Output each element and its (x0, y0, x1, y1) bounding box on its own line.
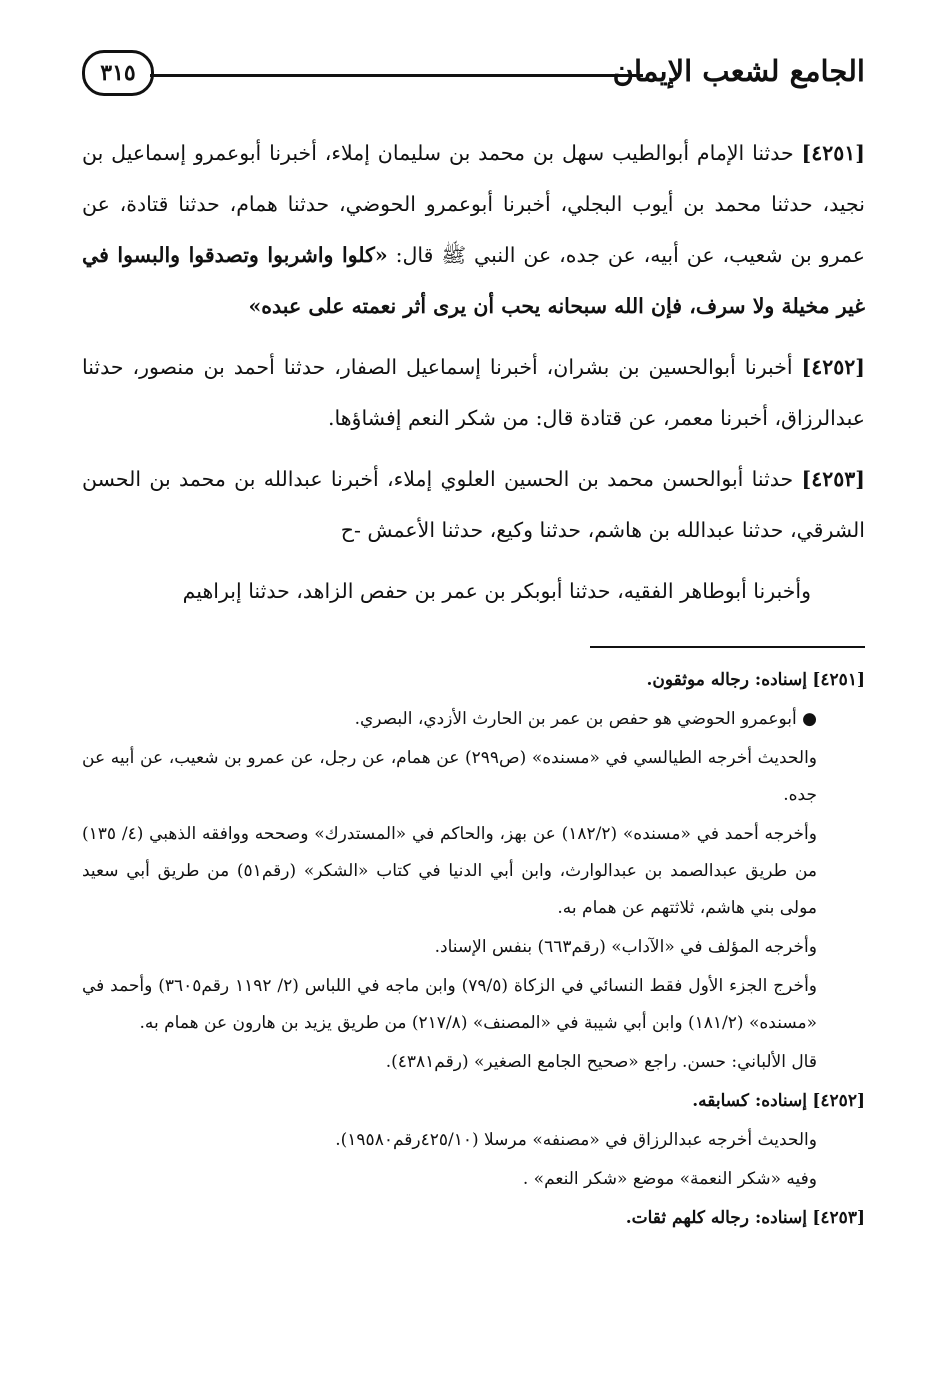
footnote-line: والحديث أخرجه الطيالسي في «مسنده» (ص٢٩٩) عن همام، عن رجل، عن عمرو بن شعيب، عن أبيه عن جده. (82, 748, 818, 805)
hadith-quote: «كلوا واشربوا وتصدقوا والبسوا في غير مخيلة ولا سرف، فإن الله سبحانه يحب أن يرى أثر نعمته على عبده» (82, 243, 865, 318)
footnotes (82, 662, 865, 1239)
footnote-4251-head (82, 662, 865, 699)
hadith-text: حدثنا الإمام أبوالطيب سهل بن محمد بن سليمان إملاء، أخبرنا أبوعمرو إسماعيل بن نجيد، حدثنا محمد بن أيوب البجلي، أخبرنا أبوعمرو الحوضي، حدثنا همام، حدثنا قتادة، عن عمرو بن شعيب، عن أبيه، عن جده، عن النبي ﷺ قال: (82, 141, 865, 267)
main-text (82, 128, 865, 627)
footnote-line: وأخرجه أحمد في «مسنده» (١٨٢/٢) عن بهز، والحاكم في «المستدرك» وصححه ووافقه الذهبي (٤/ ١٣٥) من طريق عبدالصمد بن عبدالوارث، وابن أبي الدنيا في كتاب «الشكر» (رقم٥١) من طريق أبي سعيد مولى بني هاشم، ثلاثتهم عن همام به. (82, 824, 817, 918)
hadith-4253 (82, 454, 865, 556)
hadith-4251 (82, 128, 865, 332)
book-title: الجامع لشعب الإيمان (612, 54, 865, 88)
footnote-number: [٤٢٥١] (812, 670, 865, 690)
footnote-line: ● أبوعمرو الحوضي هو حفص بن عمر بن الحارث الأزدي، البصري. (354, 709, 817, 729)
footnote-line: وأخرج الجزء الأول فقط النسائي في الزكاة (٧٩/٥) وابن ماجه في اللباس (٢/ ١١٩٢ رقم٣٦٠٥) وأحمد في «مسنده» (١٨١/٢) وابن أبي شيبة في «المصنف» (٢١٧/٨) من طريق يزيد بن هارون عن همام به. (82, 976, 818, 1033)
hadith-text: وأخبرنا أبوطاهر الفقيه، حدثنا أبوبكر بن عمر بن حفص الزاهد، حدثنا إبراهيم (182, 579, 811, 603)
footnote-label: إسناده: رجاله كلهم ثقات. (625, 1208, 807, 1228)
footnote-line: وفيه «شكر النعمة» موضع «شكر النعم» . (522, 1169, 817, 1189)
footnote-4253-head (82, 1200, 865, 1237)
footnote-separator (590, 646, 865, 648)
footnote-line: وأخرجه المؤلف في «الآداب» (رقم٦٦٣) بنفس الإسناد. (434, 937, 817, 957)
hadith-number: [٤٢٥٢] (801, 355, 865, 379)
footnote-number: [٤٢٥٢] (812, 1091, 865, 1111)
footnote-line: والحديث أخرجه عبدالرزاق في «مصنفه» مرسلا (٤٢٥/١٠رقم١٩٥٨٠). (335, 1130, 817, 1150)
hadith-text: حدثنا أبوالحسن محمد بن الحسين العلوي إملاء، أخبرنا عبدالله بن محمد بن الحسن الشرقي، حدثنا عبدالله بن هاشم، حدثنا وكيع، حدثنا الأعمش -ح (82, 467, 865, 542)
footnote-number: [٤٢٥٣] (812, 1208, 865, 1228)
hadith-4252 (82, 342, 865, 444)
hadith-text: أخبرنا أبوالحسين بن بشران، أخبرنا إسماعيل الصفار، حدثنا أحمد بن منصور، حدثنا عبدالرزاق، أخبرنا معمر، عن قتادة قال: من شكر النعم إفشاؤها. (82, 355, 865, 430)
footnote-label: إسناده: رجاله موثقون. (646, 670, 807, 690)
hadith-number: [٤٢٥١] (801, 141, 865, 165)
header-rule (150, 74, 643, 77)
page-number: ٣١٥ (82, 50, 154, 96)
page-header (82, 48, 865, 102)
footnote-4252-head (82, 1083, 865, 1120)
hadith-4253-continuation (82, 566, 865, 617)
footnote-line: قال الألباني: حسن. راجع «صحيح الجامع الصغير» (رقم٤٣٨١). (385, 1052, 817, 1072)
footnote-label: إسناده: كسابقه. (692, 1091, 807, 1111)
hadith-number: [٤٢٥٣] (801, 467, 865, 491)
